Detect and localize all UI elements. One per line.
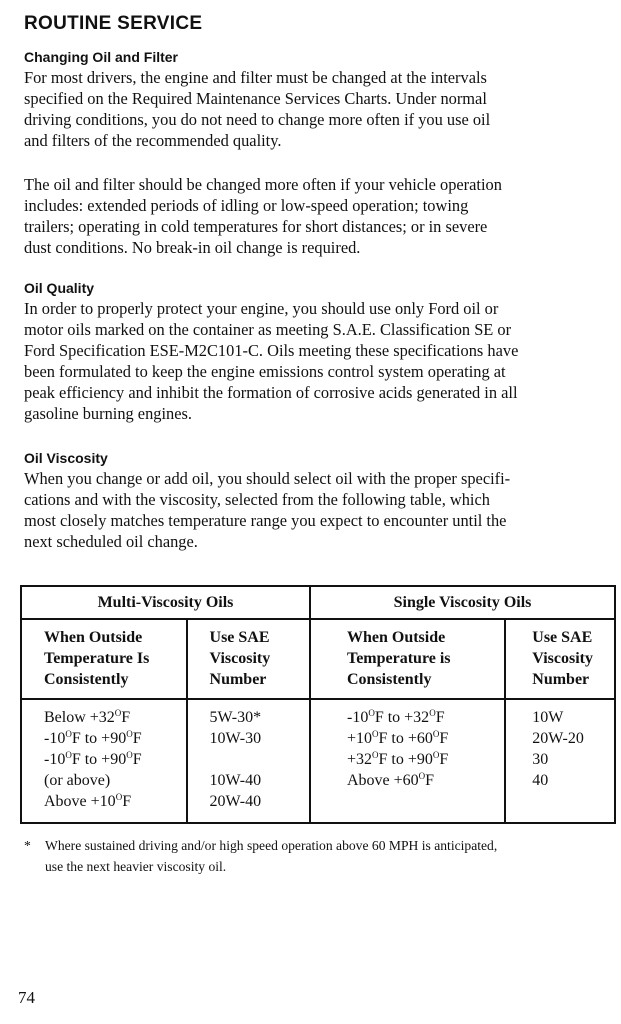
header-line: Use SAE — [532, 629, 593, 646]
text-line: gasoline burning engines. — [24, 404, 192, 423]
table-cell-line: Below $+32^OF$ — [44, 708, 131, 726]
text-line: includes: extended periods of idling or low-speed operation; towing — [24, 196, 469, 215]
header-line: Use SAE — [209, 629, 270, 646]
text-line: and filters of the recommended quality. — [24, 131, 282, 150]
text-line: driving conditions, you do not need to change more often if you use oil — [24, 110, 491, 129]
table-cell-line: 5W-30* — [209, 709, 262, 726]
table-cell-line: $+32^OF$ to $+90^OF$ — [346, 750, 449, 768]
text-line: For most drivers, the engine and filter must be changed at the intervals — [24, 68, 487, 87]
text-line: most closely matches temperature range you expect to encounter until the — [24, 511, 507, 530]
text-line: been formulated to keep the engine emissions control system operating at — [24, 362, 506, 381]
group-header-multi-viscosity: Multi-Viscosity Oils — [21, 586, 310, 619]
paragraph-changing-oil-1 — [24, 67, 614, 151]
header-line: Viscosity — [532, 650, 593, 667]
header-line: Consistently — [44, 671, 129, 688]
table-cell-line: 10W — [532, 709, 564, 726]
table-cell-line: Above $+60^OF$ — [346, 771, 435, 789]
multi-temperature-cell — [21, 699, 187, 823]
footnote-line: use the next heavier viscosity oil. — [45, 859, 227, 874]
text-line: The oil and filter should be changed more often if your vehicle operation — [24, 175, 502, 194]
header-line: Number — [209, 671, 267, 688]
table-cell-line: 20W-40 — [209, 793, 262, 810]
table-cell-line — [210, 749, 309, 770]
table-cell-line: 30 — [532, 751, 549, 768]
table-cell-line: Above $+10^OF$ — [44, 792, 132, 810]
table-cell-line: $-10^OF$ to $+32^OF$ — [346, 708, 445, 726]
page-title: ROUTINE SERVICE — [24, 13, 203, 34]
table-row — [21, 699, 615, 823]
multi-viscosity-cell — [187, 699, 310, 823]
text-line: peak efficiency and inhibit the formation of corrosive acids generated in all — [24, 383, 518, 402]
table-cell-line: (or above) — [44, 772, 111, 789]
table-cell-line: 20W-20 — [532, 730, 584, 747]
header-line: Temperature Is — [44, 650, 150, 667]
footnote — [24, 835, 614, 877]
table-cell-line: 10W-30 — [209, 730, 262, 747]
header-line: Temperature is — [346, 650, 451, 667]
text-line: next scheduled oil change. — [24, 532, 198, 551]
single-viscosity-cell — [505, 699, 615, 823]
table-column-header-row — [21, 619, 615, 699]
table-group-header-row — [21, 586, 615, 619]
column-header-multi-temperature — [21, 619, 187, 699]
table-cell-line: $-10^OF$ to $+90^OF$ — [44, 750, 142, 768]
text-line: When you change or add oil, you should select oil with the proper specifi- — [24, 469, 511, 488]
text-line: Ford Specification ESE-M2C101-C. Oils meeting these specifications have — [24, 341, 519, 360]
header-line: When Outside — [346, 629, 446, 646]
heading-changing-oil: Changing Oil and Filter — [24, 49, 178, 65]
header-line: When Outside — [44, 629, 143, 646]
header-line: Consistently — [346, 671, 432, 688]
column-header-single-temperature — [310, 619, 505, 699]
page-number: 74 — [18, 988, 35, 1007]
header-line: Number — [532, 671, 590, 688]
text-line: motor oils marked on the container as meeting S.A.E. Classification SE or — [24, 320, 512, 339]
text-line: specified on the Required Maintenance Services Charts. Under normal — [24, 89, 487, 108]
column-header-multi-viscosity — [187, 619, 310, 699]
table-cell-line: $-10^OF$ to $+90^OF$ — [44, 729, 142, 747]
heading-oil-quality: Oil Quality — [24, 280, 95, 296]
table-cell-line: 40 — [532, 772, 549, 789]
header-line: Viscosity — [209, 650, 271, 667]
text-line: trailers; operating in cold temperatures for short distances; or in severe — [24, 217, 488, 236]
text-line: dust conditions. No break-in oil change is required. — [24, 238, 361, 257]
table-cell-line: $+10^OF$ to $+60^OF$ — [346, 729, 449, 747]
footnote-line: Where sustained driving and/or high speed operation above 60 MPH is anticipated, — [45, 838, 498, 853]
text-line: cations and with the viscosity, selected from the following table, which — [24, 490, 490, 509]
heading-oil-viscosity: Oil Viscosity — [24, 450, 108, 466]
footnote-marker: * — [24, 838, 31, 853]
table-cell-line: 10W-40 — [209, 772, 262, 789]
viscosity-table — [20, 585, 616, 824]
text-line: In order to properly protect your engine, you should use only Ford oil or — [24, 299, 499, 318]
group-header-single-viscosity: Single Viscosity Oils — [310, 586, 615, 619]
single-temperature-cell — [310, 699, 505, 823]
column-header-single-viscosity — [505, 619, 615, 699]
paragraph-oil-quality — [24, 298, 614, 424]
paragraph-changing-oil-2 — [24, 174, 614, 258]
paragraph-oil-viscosity — [24, 468, 614, 552]
